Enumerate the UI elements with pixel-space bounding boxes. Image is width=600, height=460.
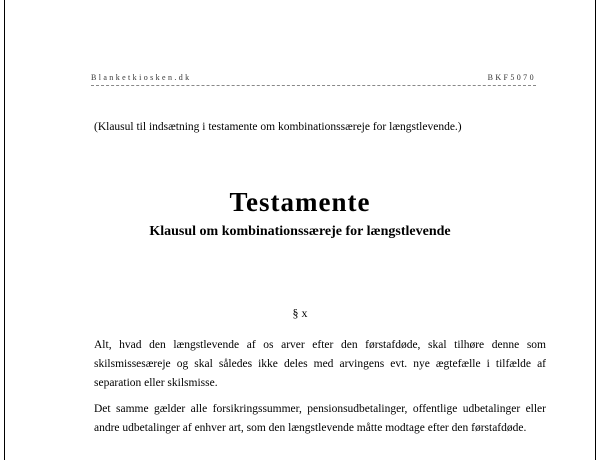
document-page — [4, 0, 596, 460]
document-subtitle: Klausul om kombinationssæreje for længstlevende — [149, 224, 451, 239]
page-header — [91, 73, 536, 86]
clause-note: (Klausul til indsætning i testamente om kombinationssæreje for længstlevende.) — [94, 121, 462, 133]
paragraph-1: Alt, hvad den længstlevende af os arver efter den førstafdøde, skal tilhøre denne som skilsmissesæreje og skal således ikke deles med arvingens evt. nye ægtefælle i tilfælde af separation eller skilsmisse. — [94, 339, 546, 389]
document-title: Testamente — [229, 187, 371, 217]
paragraph-2: Det samme gælder alle forsikringssummer, pensionsudbetalinger, offentlige udbetalinger eller andre udbetalinger af enhver art, som den længstlevende måtte modtage efter den førstafdøde. — [94, 403, 546, 434]
header-site-name: Blanketkiosken.dk — [91, 73, 192, 82]
header-form-code: BKF5070 — [487, 73, 536, 82]
section-mark: § x — [292, 306, 308, 320]
